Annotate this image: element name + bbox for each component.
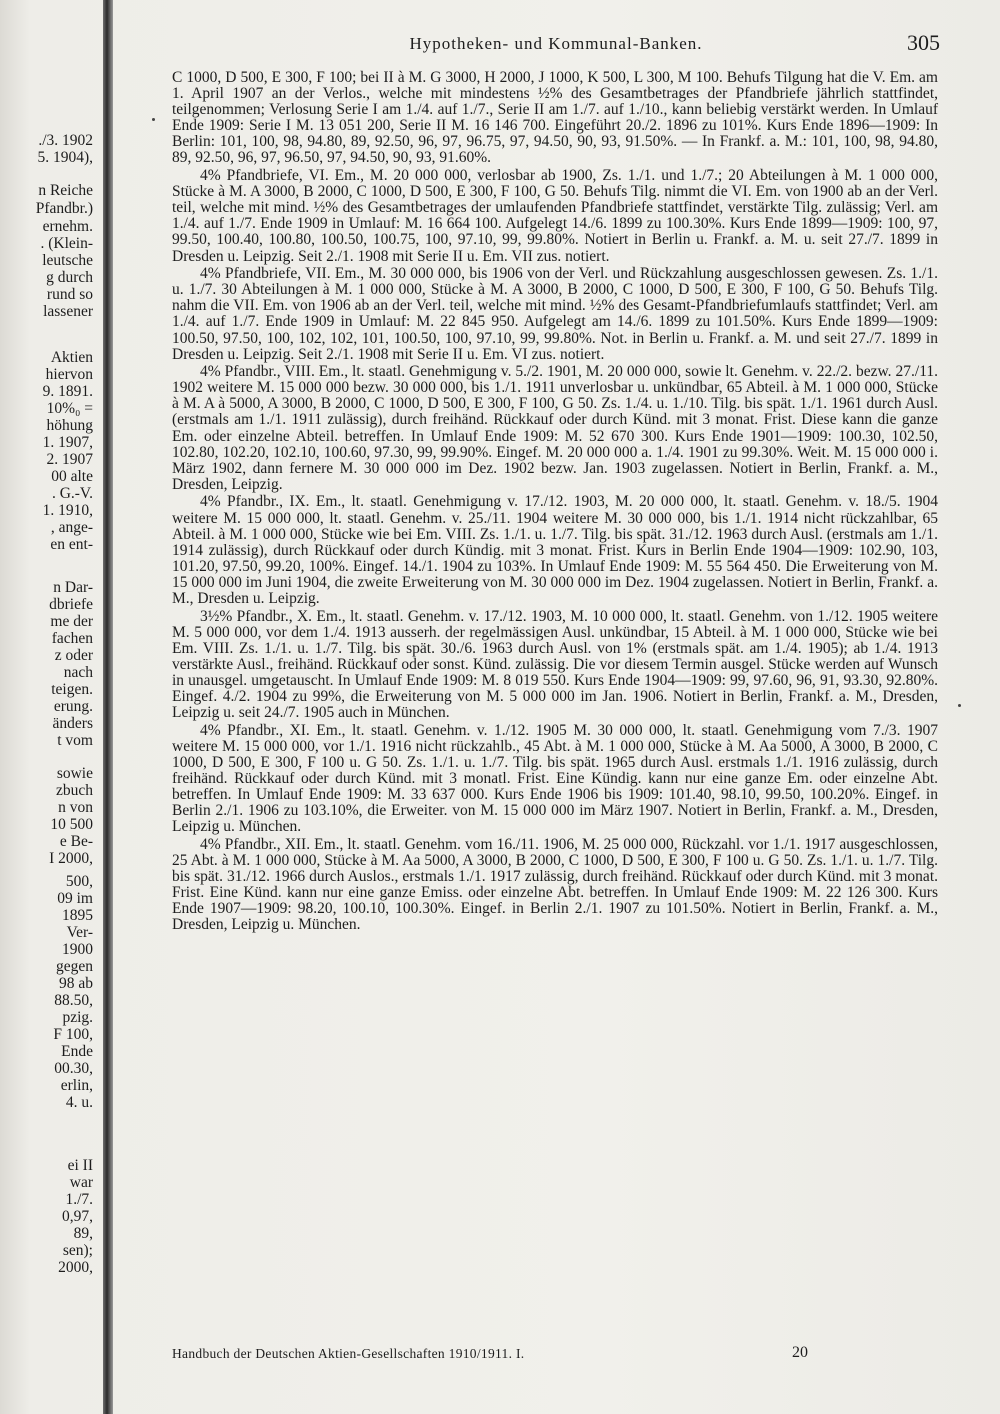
facing-page-line: änders bbox=[52, 715, 93, 732]
facing-page-line: leutsche bbox=[42, 252, 93, 269]
facing-page-line: pzig. bbox=[62, 1009, 93, 1026]
facing-page-line: Aktien bbox=[50, 349, 93, 366]
facing-page-line: zbuch bbox=[55, 782, 93, 799]
book-gutter bbox=[103, 0, 113, 1414]
facing-page-line: lassener bbox=[43, 303, 93, 320]
facing-page-line: höhung bbox=[46, 417, 93, 434]
facing-page-line: F 100, bbox=[53, 1026, 93, 1043]
facing-page-line: erung. bbox=[53, 698, 93, 715]
facing-page-line: ei II bbox=[67, 1157, 93, 1174]
facing-page-line: 2000, bbox=[58, 1259, 93, 1276]
facing-page-line: fachen bbox=[51, 630, 93, 647]
facing-page-line: 00.30, bbox=[54, 1060, 93, 1077]
facing-page-line: n von bbox=[58, 799, 93, 816]
main-text bbox=[172, 70, 938, 935]
facing-page-line: rund so bbox=[46, 286, 93, 303]
facing-page-line: 1./7. bbox=[65, 1191, 93, 1208]
facing-page-line: 9. 1891. bbox=[42, 383, 93, 400]
facing-page-line: t vom bbox=[57, 732, 93, 749]
facing-page-line: 1. 1907, bbox=[42, 434, 93, 451]
facing-page-line: 0,97, bbox=[62, 1208, 93, 1225]
facing-page-line: 5. 1904), bbox=[37, 149, 93, 166]
facing-page-fragment bbox=[0, 0, 103, 1414]
source-line: Handbuch der Deutschen Aktien-Gesellschaften 1910/1911. I. bbox=[172, 1346, 525, 1361]
facing-page-line: 1895 bbox=[62, 907, 93, 924]
facing-page-line: , ange- bbox=[50, 519, 93, 536]
facing-page-line: e Be- bbox=[59, 833, 93, 850]
facing-page-line: 1900 bbox=[62, 941, 93, 958]
facing-page-line: Ver- bbox=[66, 924, 93, 941]
facing-page-line: sen); bbox=[62, 1242, 93, 1259]
facing-page-line: Ende bbox=[61, 1043, 93, 1060]
facing-page-line: 09 im bbox=[57, 890, 93, 907]
scan-speck bbox=[152, 118, 155, 121]
facing-page-line: 00 alte bbox=[51, 468, 93, 485]
facing-page-line: 98 ab bbox=[58, 975, 93, 992]
facing-page-line: g durch bbox=[46, 269, 93, 286]
entry-pfandbriefe-xi: 4% Pfandbr., XI. Em., lt. staatl. Genehm. v. 1./12. 1905 M. 30 000 000, lt. staatl. Genehmigung vom 7./3. 1907 weitere M. 15 000 000, vor 1./1. 1916 nicht rückzahlb., 45 Abt. à M. 1 000 000, Stücke à M. Aa 5000, A 3000, B 2000, C 1000, D 500, E 300, F 100 u. G 50. Zs. 1./1. u. 1./7. Tilg. bis spät. 1965 durch Ausl. erstmals 1./1. 1916 zulässig, durch freihänd. Rückkauf oder durch Künd. mit 3 monatl. Frist. Eine Kündig. kann nur eine ganze Em. oder einzelne Abt. betreffen. In Umlauf Ende 1909: M. 33 637 000. Kurs Ende 1906 bis 1909: 101.40, 98.10, 99.50, 100.20%. Eingef. in Berlin 2./1. 1906 zu 103.10%, die Erweiter. von M. 15 000 000 im März 1907. Notiert in Berlin, Frankf. a. M., Dresden, Leipzig u. München. bbox=[172, 721, 938, 836]
page-header bbox=[172, 30, 940, 56]
facing-page-line: ernehm. bbox=[42, 218, 93, 235]
facing-page-line: n Dar- bbox=[53, 579, 93, 596]
entry-pfandbriefe-vii: 4% Pfandbriefe, VII. Em., M. 30 000 000, bis 1906 von der Verl. und Rückzahlung ausgeschlossen gewesen. Zs. 1./1. u. 1./7. 30 Abteilungen à M. 1 000 000, Stücke à M. A 3000, B 2000, C 1000, D 500, E 300, F 100, G 50. Behufs Tilg. nahm die VII. Em. von 1906 ab an der Verl. teil, welche mit mind. ½% des Gesamt-Pfandbriefumlaufs stattfindet; Verl. am 1./4. auf 1./7. Ende 1909 in Umlauf: M. 22 845 950. Aufgelegt am 14./6. 1899 zu 101.50%. Kurs Ende 1899—1909: 100.50, 97.50, 100, 102, 102, 101, 100.50, 100, 97.10, 99, 99.80%. Not. in Berlin u. Frankf. a. M. und seit 27./7. 1899 in Dresden u. Leipzig. Seit 2./1. 1908 mit Serie II u. Em. VI zus. notiert. bbox=[172, 265, 938, 363]
facing-page-line: 4. u. bbox=[65, 1094, 93, 1111]
facing-page-line: 89, bbox=[73, 1225, 93, 1242]
facing-page-line: 500, bbox=[65, 873, 93, 890]
facing-page-line: dbriefe bbox=[49, 596, 93, 613]
facing-page-line: 10 500 bbox=[50, 816, 93, 833]
facing-page-line: teigen. bbox=[51, 681, 93, 698]
facing-page-line: 88.50, bbox=[54, 992, 93, 1009]
facing-page-line: ./3. 1902 bbox=[38, 132, 93, 149]
facing-page-line: hiervon bbox=[45, 366, 93, 383]
facing-page-line: 2. 1907 bbox=[46, 451, 93, 468]
entry-pfandbriefe-ix: 4% Pfandbr., IX. Em., lt. staatl. Genehmigung v. 17./12. 1903, M. 20 000 000, lt. staatl. Genehm. v. 18./5. 1904 weitere M. 15 000 000, lt. staatl. Genehm. v. 25./11. 1904 weitere M. 30 000 000, bis 1./1. 1914 nicht rückzahlbar, 65 Abteil. à M. 1 000 000, Stücke wie bei Em. VIII. Zs. 1./1. u. 1./7. Tilg. bis spät. 31./12. 1963 durch Ausl. (erstmals am 1./1. 1914 zulässig), durch Rückkauf oder durch Kündig. mit 3 monat. Frist. Kurs in Berlin Ende 1904—1909: 102.90, 103, 101.20, 97.50, 99.20, 100%. Eingef. 14./1. 1904 zu 103%. In Umlauf Ende 1909: M. 55 564 450. Die Erweiterung von M. 15 000 000 im Juni 1904, die zweite Erweiterung von M. 30 000 000 im Dez. 1904 zugelassen. Notiert in Berlin, Frankf. a. M., Dresden u. Leipzig. bbox=[172, 493, 938, 607]
facing-page-line: sowie bbox=[56, 765, 93, 782]
running-head: Hypotheken- und Kommunal-Banken. bbox=[409, 34, 703, 53]
facing-page-line: 10%₀ = bbox=[46, 400, 93, 417]
entry-pfandbriefe-x: 3½% Pfandbr., X. Em., lt. staatl. Genehm. v. 17./12. 1903, M. 10 000 000, lt. staatl. Genehm. von 1./12. 1905 weitere M. 5 000 000, vor dem 1./4. 1913 ausserh. der regelmässigen Ausl. unkündbar, 15 Abteil. à M. 1 000 000, Stücke wie bei Em. VIII. Zs. 1./1. u. 1./7. Tilg. bis spät. 30./6. 1963 durch Ausl. von 1% (erstmals spät. am 1./4. 1905); ab 1./4. 1913 verstärkte Ausl., freihänd. Rückkauf oder sonst. Künd. zulässig. Die vor diesem Termin ausgel. Stücke werden auf Wunsch in unausgel. umgetauscht. In Umlauf Ende 1909: M. 8 019 550. Kurs Ende 1904—1909: 99, 97.60, 96, 91, 93.30, 92.80%. Eingef. 4./2. 1904 zu 99%, die Erweiterung von M. 5 000 000 im Jan. 1906. Notiert in Berlin, Frankf. a. M., Dresden, Leipzig u. seit 24./7. 1905 auch in München. bbox=[172, 607, 938, 722]
facing-page-line: . (Klein- bbox=[40, 235, 93, 252]
entry-pfandbriefe-xii: 4% Pfandbr., XII. Em., lt. staatl. Genehm. vom 16./11. 1906, M. 25 000 000, Rückzahl. vor 1./1. 1917 ausgeschlossen, 25 Abt. à M. 1 000 000, Stücke à M. Aa 5000, A 3000, B 2000, C 1000, D 500, E 300, F 100 u. G 50. Zs. 1./1. u. 1./7. Tilg. bis spät. 31./12. 1966 durch Auslos., erstmals 1./1. 1917 zulässig, durch freihänd. Rückkauf oder durch Künd. mit 3 monat. Frist. Eine Künd. kann nur eine ganze Emiss. oder einzelne Abt. betreffen. In Umlauf Ende 1909: M. 22 126 300. Kurs Ende 1907—1909: 98.20, 100.10, 100.30%. Eingef. in Berlin 2./1. 1907 zu 101.50%. Notiert in Berlin, Frankf. a. M., Dresden, Leipzig u. München. bbox=[172, 835, 938, 934]
facing-page-line: n Reiche bbox=[38, 182, 93, 199]
entry-pfandbriefe-vi: 4% Pfandbriefe, VI. Em., M. 20 000 000, verlosbar ab 1900, Zs. 1./1. und 1./7.; 20 Abteilungen à M. 1 000 000, Stücke à M. A 3000, B 2000, C 1000, D 500, E 300, F 100, G 50. Behufs Tilg. nimmt die VI. Em. von 1900 ab an der Verl. teil, welche mit mind. ½% des Gesamtbetrages der umlaufenden Pfandbriefe stattfindet, verstärkte Tilg. zulässig; Verl. am 1./4. auf 1./7. Ende 1909 in Umlauf: M. 16 664 100. Aufgelegt 14./6. 1899 zu 100.30%. Kurs Ende 1899—1909: 100, 97, 99.50, 100.40, 100.80, 100.50, 100.75, 100, 97.10, 99, 99.80%. Notiert in Berlin u. Frankf. a. M. u. seit 27./7. 1899 in Dresden u. Leipzig. Seit 2./1. 1908 mit Serie II u. Em. VII zus. notiert. bbox=[172, 167, 938, 265]
facing-page-line: en ent- bbox=[50, 536, 93, 553]
facing-page-line: 1. 1910, bbox=[42, 502, 93, 519]
facing-page-line: I 2000, bbox=[49, 850, 93, 867]
entry-pfandbriefe-viii: 4% Pfandbr., VIII. Em., lt. staatl. Genehmigung v. 5./2. 1901, M. 20 000 000, sowie lt. Genehm. v. 22./2. bezw. 27./11. 1902 weitere M. 15 000 000 bezw. 30 000 000, bis 1./1. 1911 unverlosbar u. unkündbar, 65 Abteil. à M. 1 000 000, Stücke à M. A à 5000, A 3000, B 2000, C 1000, D 500, E 300, F 100, G 50. Zs. 1./4. u. 1./10. Tilg. bis spät. 1./1. 1961 durch Ausl. (erstmals am 1./1. 1911 zulässig), durch freihänd. Rückkauf oder durch Künd. mit 3 monat. Frist. Diese kann die ganze Em. oder einzelne Abteil. betreffen. In Umlauf Ende 1909: M. 52 670 300. Kurs Ende 1901—1909: 100.30, 102.50, 102.80, 102.20, 102.10, 100.60, 97.30, 99, 99.90%. Eingef. M. 20 000 000 a. 1./4. 1901 zu 99.30%. Weit. M. 15 000 000 i. März 1902, dann fernere M. 30 000 000 im Dez. 1902 bezw. Jan. 1903 zugelassen. Notiert in Berlin, Frankf. a. M., Dresden, Leipzig. bbox=[172, 363, 938, 493]
signature-mark: 20 bbox=[792, 1344, 808, 1361]
facing-page-line: nach bbox=[63, 664, 93, 681]
page-number: 305 bbox=[907, 30, 940, 55]
page-footer bbox=[172, 1342, 932, 1366]
facing-page-line: . G.-V. bbox=[51, 485, 93, 502]
facing-page-line: gegen bbox=[55, 958, 93, 975]
entry-continuation: C 1000, D 500, E 300, F 100; bei II à M. G 3000, H 2000, J 1000, K 500, L 300, M 100. Behufs Tilgung hat die V. Em. am 1. April 1907 an der Verlos., welche mit mindestens ½% des Gesamtbetrages der Pfandbriefe jährlich stattfindet, teilgenommen; Verlosung Serie I am 1./4. auf 1./7., Serie II am 1./7. auf 1./10., kann beliebig verstärkt werden. In Umlauf Ende 1909: Serie I M. 13 051 200, Serie II M. 16 146 700. Eingeführt 20./2. 1896 zu 101%. Kurs Ende 1896—1909: In Berlin: 101, 100, 98, 94.80, 89, 92.50, 96, 97, 96.75, 97, 94.50, 90, 93, 91.50%. — In Frankf. a. M.: 101, 100, 98, 94.80, 89, 92.50, 96, 97, 96.50, 97, 94.50, 90, 93, 91.60%. bbox=[172, 69, 938, 167]
facing-page-line: erlin, bbox=[60, 1077, 93, 1094]
facing-page-line: war bbox=[69, 1174, 93, 1191]
facing-page-line: me der bbox=[50, 613, 93, 630]
facing-page-line: z oder bbox=[54, 647, 93, 664]
scan-speck bbox=[958, 704, 961, 707]
facing-page-line: Pfandbr.) bbox=[35, 200, 93, 217]
